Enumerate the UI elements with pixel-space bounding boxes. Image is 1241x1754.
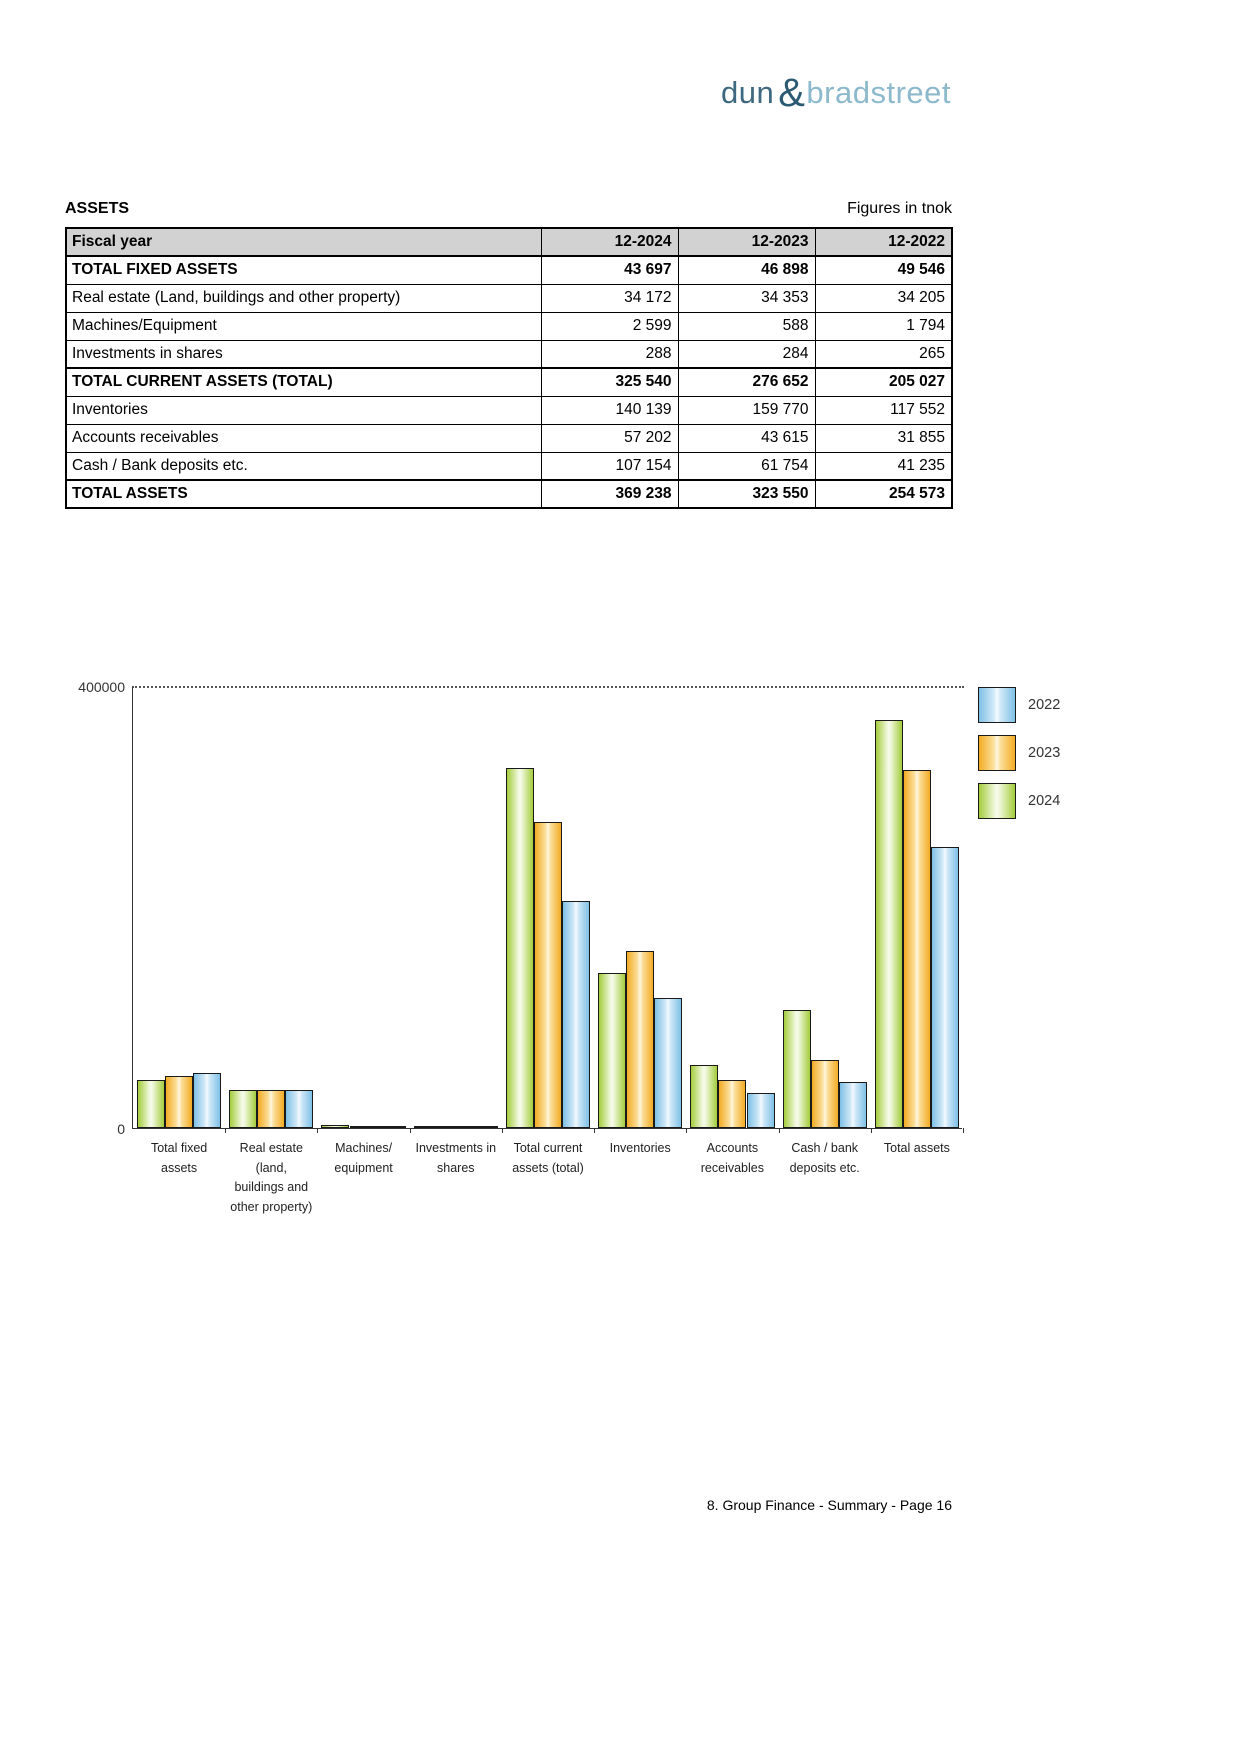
row-value: 288 bbox=[541, 340, 678, 368]
category-label-line: (land, bbox=[255, 1160, 287, 1175]
category-label-line: shares bbox=[437, 1160, 475, 1175]
bar-2024-inventories bbox=[598, 973, 626, 1128]
row-label: TOTAL ASSETS bbox=[66, 480, 541, 508]
row-label: Investments in shares bbox=[66, 340, 541, 368]
bar-2022-investments-in-shares bbox=[470, 1126, 498, 1128]
row-label: Accounts receivables bbox=[66, 424, 541, 452]
row-value: 369 238 bbox=[541, 480, 678, 508]
table-row bbox=[66, 256, 952, 284]
row-value: 140 139 bbox=[541, 396, 678, 424]
category-label-line: Cash / bank bbox=[791, 1141, 859, 1155]
row-value: 323 550 bbox=[678, 480, 815, 508]
bar-2023-real-estate-land-buildings-and-other-property bbox=[257, 1090, 285, 1128]
page-title: ASSETS bbox=[65, 200, 130, 217]
legend-item-2023 bbox=[978, 735, 1060, 771]
logo-text-dun: dun bbox=[721, 75, 775, 110]
category-label bbox=[855, 1139, 979, 1159]
row-value: 117 552 bbox=[815, 396, 952, 424]
dun-bradstreet-logo bbox=[721, 70, 951, 115]
legend-swatch-2024 bbox=[978, 783, 1016, 819]
bar-2022-accounts-receivables bbox=[747, 1093, 775, 1128]
bar-2022-real-estate-land-buildings-and-other-property bbox=[285, 1090, 313, 1128]
table-row bbox=[66, 480, 952, 508]
category-label-line: equipment bbox=[334, 1160, 393, 1175]
category-label-line: Investments in bbox=[415, 1141, 497, 1155]
bar-2022-total-current-assets-total bbox=[562, 901, 590, 1128]
table-row bbox=[66, 368, 952, 396]
bar-2023-accounts-receivables bbox=[718, 1080, 746, 1128]
legend-item-2022 bbox=[978, 687, 1060, 723]
x-axis-tick bbox=[502, 1128, 503, 1133]
row-value: 43 697 bbox=[541, 256, 678, 284]
category-label-line: Inventories bbox=[609, 1141, 671, 1155]
row-value: 265 bbox=[815, 340, 952, 368]
category-label-line: assets (total) bbox=[512, 1160, 584, 1175]
legend-label-2023: 2023 bbox=[1028, 745, 1061, 761]
bar-2024-cash-bank-deposits-etc bbox=[783, 1010, 811, 1128]
bar-2023-inventories bbox=[626, 951, 654, 1128]
bar-2022-total-assets bbox=[931, 847, 959, 1128]
x-axis-tick bbox=[871, 1128, 872, 1133]
logo-text-bradstreet: bradstreet bbox=[806, 75, 951, 110]
section-heading-row bbox=[65, 200, 952, 218]
row-value: 43 615 bbox=[678, 424, 815, 452]
bar-2024-total-assets bbox=[875, 720, 903, 1128]
category-label-line: other property) bbox=[230, 1199, 313, 1214]
row-value: 276 652 bbox=[678, 368, 815, 396]
table-row bbox=[66, 424, 952, 452]
table-row bbox=[66, 396, 952, 424]
category-label-line: assets bbox=[161, 1160, 198, 1175]
row-value: 107 154 bbox=[541, 452, 678, 480]
category-label-line: Real estate bbox=[239, 1141, 303, 1155]
bar-2024-machines-equipment bbox=[321, 1125, 349, 1128]
bar-2024-accounts-receivables bbox=[690, 1065, 718, 1128]
row-value: 254 573 bbox=[815, 480, 952, 508]
legend-swatch-2023 bbox=[978, 735, 1016, 771]
table-row bbox=[66, 452, 952, 480]
bar-2024-investments-in-shares bbox=[414, 1126, 442, 1128]
row-value: 41 235 bbox=[815, 452, 952, 480]
row-value: 588 bbox=[678, 312, 815, 340]
bar-2022-cash-bank-deposits-etc bbox=[839, 1082, 867, 1128]
category-label-line: Machines/ bbox=[335, 1141, 393, 1155]
row-value: 49 546 bbox=[815, 256, 952, 284]
table-row bbox=[66, 284, 952, 312]
x-axis-tick bbox=[410, 1128, 411, 1133]
legend-label-2022: 2022 bbox=[1028, 697, 1061, 713]
row-label: TOTAL CURRENT ASSETS (TOTAL) bbox=[66, 368, 541, 396]
category-label-line: Total assets bbox=[883, 1141, 950, 1155]
category-label-line: Accounts bbox=[706, 1141, 759, 1155]
bar-2024-real-estate-land-buildings-and-other-property bbox=[229, 1090, 257, 1128]
category-label-line: buildings and bbox=[234, 1180, 309, 1194]
page-footer: 8. Group Finance - Summary - Page 16 bbox=[706, 1497, 952, 1513]
table-row bbox=[66, 340, 952, 368]
bar-2023-total-current-assets-total bbox=[534, 822, 562, 1128]
bar-2023-total-assets bbox=[903, 770, 931, 1128]
x-axis-tick bbox=[963, 1128, 964, 1133]
assets-table bbox=[65, 227, 953, 509]
x-axis-tick bbox=[779, 1128, 780, 1133]
bar-2024-total-current-assets-total bbox=[506, 768, 534, 1128]
bar-2022-machines-equipment bbox=[378, 1126, 406, 1128]
row-label: Machines/Equipment bbox=[66, 312, 541, 340]
row-value: 205 027 bbox=[815, 368, 952, 396]
category-label-line: receivables bbox=[700, 1160, 764, 1175]
column-header-12-2022: 12-2022 bbox=[815, 228, 952, 256]
row-value: 34 172 bbox=[541, 284, 678, 312]
bar-2023-total-fixed-assets bbox=[165, 1076, 193, 1128]
row-label: Inventories bbox=[66, 396, 541, 424]
table-header-row bbox=[66, 228, 952, 256]
bar-2024-total-fixed-assets bbox=[137, 1080, 165, 1128]
row-value: 325 540 bbox=[541, 368, 678, 396]
x-axis-tick bbox=[317, 1128, 318, 1133]
legend-item-2024 bbox=[978, 783, 1060, 819]
x-axis-tick bbox=[594, 1128, 595, 1133]
category-label-line: Total current bbox=[513, 1141, 583, 1155]
row-label: Cash / Bank deposits etc. bbox=[66, 452, 541, 480]
row-value: 61 754 bbox=[678, 452, 815, 480]
category-label-line: deposits etc. bbox=[789, 1160, 860, 1175]
y-axis-label-max: 400000 bbox=[78, 679, 125, 695]
y-axis-label-zero: 0 bbox=[117, 1121, 125, 1137]
bar-2023-machines-equipment bbox=[350, 1126, 378, 1128]
bar-2023-investments-in-shares bbox=[442, 1126, 470, 1128]
row-value: 34 353 bbox=[678, 284, 815, 312]
row-value: 46 898 bbox=[678, 256, 815, 284]
x-axis-tick bbox=[686, 1128, 687, 1133]
row-value: 1 794 bbox=[815, 312, 952, 340]
column-header-12-2023: 12-2023 bbox=[678, 228, 815, 256]
bar-2022-inventories bbox=[654, 998, 682, 1128]
row-value: 2 599 bbox=[541, 312, 678, 340]
column-header-12-2024: 12-2024 bbox=[541, 228, 678, 256]
row-value: 31 855 bbox=[815, 424, 952, 452]
column-header-fiscal-year: Fiscal year bbox=[66, 228, 541, 256]
legend-swatch-2022 bbox=[978, 687, 1016, 723]
row-label: TOTAL FIXED ASSETS bbox=[66, 256, 541, 284]
logo-ampersand-icon: & bbox=[778, 71, 806, 115]
row-value: 57 202 bbox=[541, 424, 678, 452]
bar-2022-total-fixed-assets bbox=[193, 1073, 221, 1128]
row-label: Real estate (Land, buildings and other property) bbox=[66, 284, 541, 312]
chart-legend bbox=[978, 687, 1060, 831]
bar-chart-plot bbox=[132, 687, 962, 1214]
row-value: 34 205 bbox=[815, 284, 952, 312]
category-label-line: Total fixed bbox=[150, 1141, 208, 1155]
x-axis-tick bbox=[225, 1128, 226, 1133]
legend-label-2024: 2024 bbox=[1028, 793, 1061, 809]
bar-2023-cash-bank-deposits-etc bbox=[811, 1060, 839, 1128]
assets-table-body bbox=[66, 256, 952, 508]
row-value: 284 bbox=[678, 340, 815, 368]
units-note: Figures in tnok bbox=[847, 200, 952, 217]
row-value: 159 770 bbox=[678, 396, 815, 424]
table-row bbox=[66, 312, 952, 340]
